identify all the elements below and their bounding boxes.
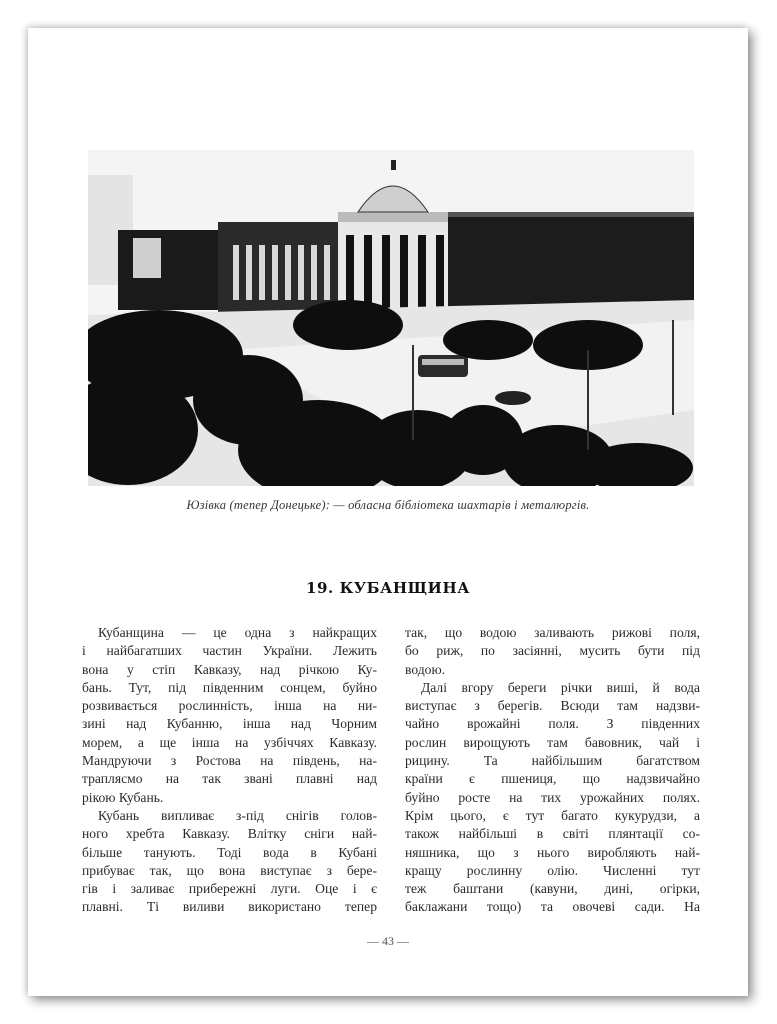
- text-line: рослин вирощують там бавовник, чай і: [405, 734, 700, 750]
- text-line: рікою Кубань.: [82, 789, 164, 805]
- text-line: Крім цього, є тут багато кукурудзи, а: [405, 807, 700, 823]
- photo-illustration: [88, 150, 694, 486]
- text-line: зині над Кубанню, інша над Чорним: [82, 716, 377, 732]
- text-line: Кубанщина — це одна з найкращих: [98, 625, 377, 640]
- text-line: чайно врожайні поля. З південних: [405, 716, 700, 732]
- text-line: виступає з берегів. Всюди там надзви-: [405, 698, 700, 714]
- text-line: гів і заливає прибережні луги. Оце і є: [82, 881, 377, 897]
- text-line: няшника, що з нього виробляють най-: [405, 844, 700, 860]
- text-line: ного хребта Кавказу. Влітку сніги най-: [82, 826, 377, 842]
- document-page: [28, 28, 748, 996]
- text-line: Мандруючи з Ростова на південь, на-: [82, 753, 377, 769]
- text-line: кращу рослинну олію. Численні тут: [405, 862, 700, 878]
- text-line: бань. Тут, під південним сонцем, буйно: [82, 679, 377, 695]
- text-line: Кубань випливає з-під снігів голов-: [98, 807, 377, 823]
- text-line: рицину. Та найбільшим багатством: [405, 753, 700, 769]
- text-column-left: [82, 624, 377, 917]
- text-line: прибуває так, що вона виступає з бере-: [82, 862, 377, 878]
- page-number: — 43 —: [367, 934, 409, 948]
- text-line: вона у стіп Кавказу, над річкою Ку-: [82, 661, 377, 677]
- text-line: більше танують. Тоді вода в Кубані: [82, 844, 377, 860]
- chapter-title: 19. КУБАНЩИНА: [305, 579, 471, 597]
- library-building-photo: [88, 150, 694, 486]
- text-line: плавні. Ті виливи використано тепер: [82, 899, 377, 915]
- text-line: теж баштани (кавуни, дині, огірки,: [405, 881, 700, 897]
- text-line: морем, а ще інша на узбіччях Кавказу.: [82, 734, 377, 750]
- text-line: баклажани тощо) та овочеві сади. На: [405, 899, 700, 915]
- text-line: Далі вгору береги річки виші, й вода: [421, 679, 700, 695]
- photo-caption: Юзівка (тепер Донецьке): — обласна бібліотека шахтарів і металюргів.: [186, 498, 590, 512]
- text-line: бо риж, по засіянні, мусить бути під: [405, 643, 700, 659]
- text-line: розвивається рослинність, інша на ни-: [82, 698, 377, 714]
- text-line: траплясмо на так звані плавні над: [82, 771, 377, 787]
- text-line: так, що водою заливають рижові поля,: [405, 625, 700, 640]
- text-line: водою.: [405, 661, 445, 677]
- text-line: буйно росте на тих урожайних полях.: [405, 789, 700, 805]
- text-column-right: [405, 624, 700, 917]
- text-line: і найбагатших частин України. Лежить: [82, 643, 377, 659]
- text-line: також найбільші в світі плянтації со-: [405, 826, 700, 842]
- text-line: країни є пшениця, що надзвичайно: [405, 771, 700, 787]
